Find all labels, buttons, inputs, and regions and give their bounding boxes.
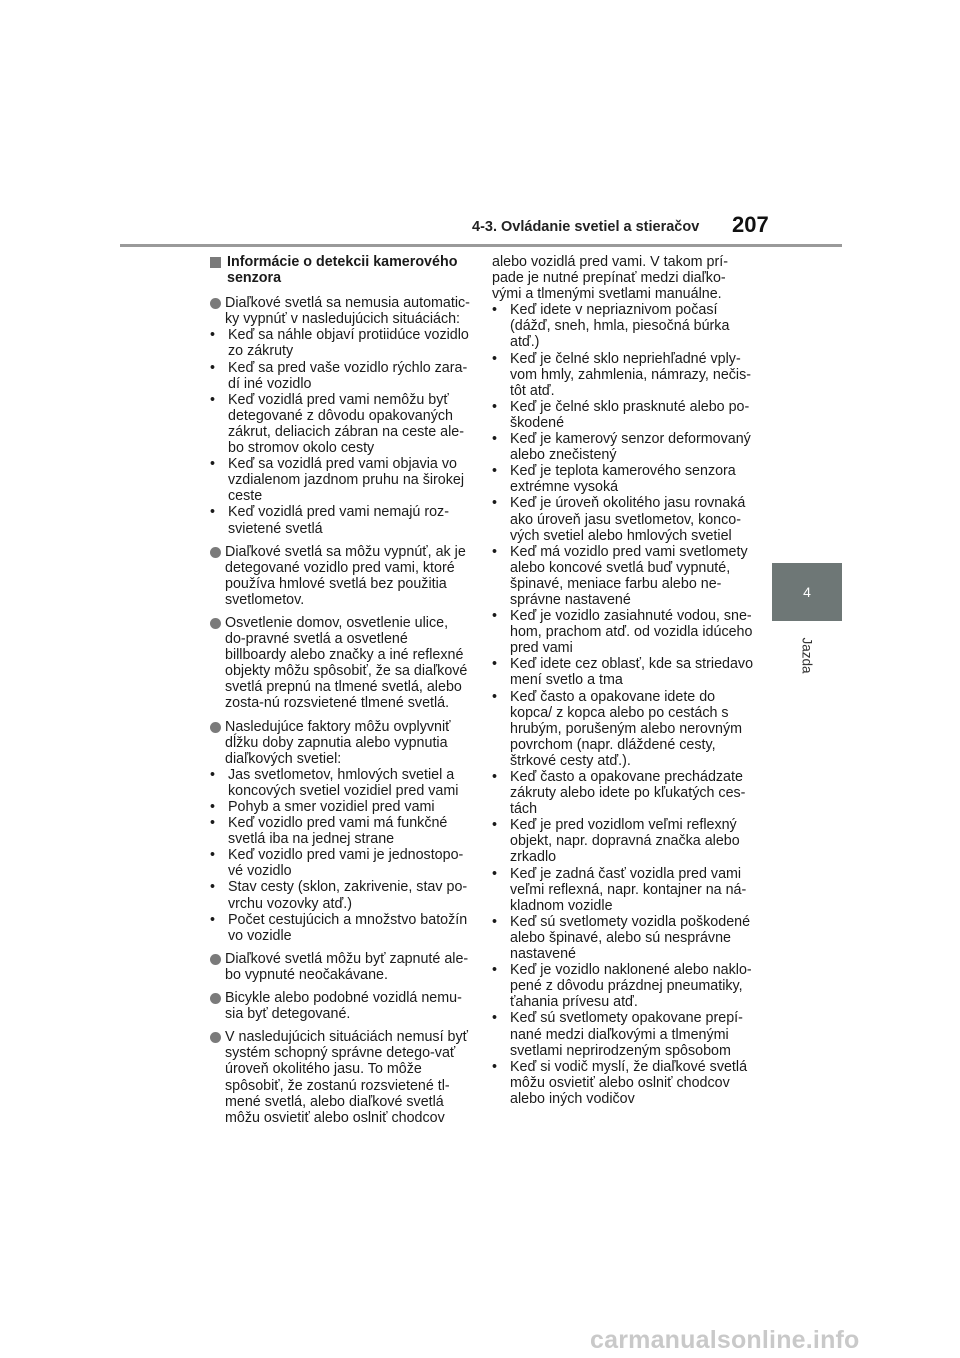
bullet-item xyxy=(492,608,754,656)
bullet-icon: • xyxy=(210,815,216,832)
bullet-icon: • xyxy=(210,847,216,864)
bullet-item xyxy=(492,866,754,914)
bullet-item-text: Keď sú svetlomety vozidla poškodené alebo špinavé, alebo sú nesprávne nastavené xyxy=(510,913,751,963)
bullet-item xyxy=(492,962,754,1010)
bullet-item-text: Keď si vodič myslí, že diaľkové svetlá môžu osvietiť alebo oslniť chodcov alebo iných vodičov xyxy=(510,1058,748,1107)
bullet-item-text: Keď vozidlá pred vami nemôžu byť detegované z dôvodu opakovaných zákrut, deliacich zábran na ceste ale-bo stromov okolo cesty xyxy=(228,391,465,457)
bullet-item-text: Keď je čelné sklo nepriehľadné vply-vom hmly, zahmlenia, námrazy, nečis-tôt atď. xyxy=(510,350,752,399)
paragraph xyxy=(210,615,472,712)
bullet-item-text: Keď má vozidlo pred vami svetlomety alebo koncové svetlá buď vypnuté, špinavé, meniace farbu alebo ne-správne nastavené xyxy=(510,543,748,608)
paragraph xyxy=(210,295,472,536)
bullet-item xyxy=(210,360,472,392)
bullet-item xyxy=(210,847,472,879)
paragraph-text: Diaľkové svetlá môžu byť zapnuté ale-bo vypnuté neočakávane. xyxy=(225,950,469,983)
bullet-icon: • xyxy=(492,543,498,560)
bullet-item-text: Keď často a opakovane prechádzate zákruty alebo idete po kľukatých ces-tách xyxy=(510,769,746,818)
bullet-item-text: Keď sa pred vaše vozidlo rýchlo zara-dí iné vozidlo xyxy=(228,359,468,392)
section-title: 4-3. Ovládanie svetiel a stieračov xyxy=(472,219,700,235)
bullet-item-text: Keď je vozidlo naklonené alebo naklo-pené z dôvodu prázdnej pneumatiky, ťahania prívesu atď. xyxy=(510,962,752,1011)
bullet-icon: • xyxy=(210,911,216,928)
bullet-icon: • xyxy=(210,879,216,896)
bullet-icon: • xyxy=(492,817,498,834)
bullet-item-text: Keď vozidlo pred vami je jednostopo-vé vozidlo xyxy=(228,847,464,880)
circle-bullet-icon xyxy=(210,954,221,965)
paragraph-text: Diaľkové svetlá sa nemusia automatic-ky vypnúť v nasledujúcich situáciách: xyxy=(225,295,470,328)
chapter-label-text: Jazda xyxy=(799,636,815,674)
paragraph xyxy=(210,719,472,944)
watermark: carmanualsonline.info xyxy=(590,1326,860,1354)
page-number: 207 xyxy=(732,212,769,237)
bullet-item xyxy=(492,1010,754,1058)
square-bullet-icon xyxy=(210,257,221,268)
bullet-icon: • xyxy=(492,962,498,979)
bullet-item-text: Stav cesty (sklon, zakrivenie, stav po-vrchu vozovky atď.) xyxy=(228,879,468,912)
bullet-list xyxy=(210,327,472,536)
bullet-item-text: Keď je pred vozidlom veľmi reflexný objekt, napr. dopravná značka alebo zrkadlo xyxy=(510,817,740,866)
bullet-list xyxy=(210,767,472,944)
bullet-item-text: Jas svetlometov, hmlových svetiel a koncových svetiel vozidiel pred vami xyxy=(228,766,459,799)
bullet-icon: • xyxy=(492,350,498,367)
bullet-item-text: Keď je vozidlo zasiahnuté vodou, sne-hom, prachom atď. od vozidla idúceho pred vami xyxy=(510,608,753,657)
bullet-icon: • xyxy=(492,1058,498,1075)
circle-bullet-icon xyxy=(210,1032,221,1043)
bullet-item-text: Keď sú svetlomety opakovane prepí-nané medzi diaľkovými a tlmenými svetlami neprirodzeným spôsobom xyxy=(510,1010,743,1059)
bullet-item-text: Keď vozidlá pred vami nemajú roz-svietené svetlá xyxy=(228,504,449,537)
bullet-icon: • xyxy=(492,913,498,930)
bullet-icon: • xyxy=(492,495,498,512)
bullet-icon: • xyxy=(210,766,216,783)
paragraph xyxy=(210,1029,472,1126)
bullet-item-text: Keď sa náhle objaví protiidúce vozidlo zo zákruty xyxy=(228,327,469,360)
chapter-tab xyxy=(772,563,842,621)
left-column xyxy=(210,254,472,1133)
bullet-item xyxy=(492,689,754,769)
circle-bullet-icon xyxy=(210,722,221,733)
paragraph-text: Diaľkové svetlá sa môžu vypnúť, ak je detegované vozidlo pred vami, ktoré používa hmlové svetlá bez použitia svetlometov. xyxy=(225,543,466,608)
bullet-icon: • xyxy=(492,769,498,785)
bullet-icon: • xyxy=(492,463,498,480)
left-paragraphs xyxy=(210,295,472,1126)
paragraph-text: Osvetlenie domov, osvetlenie ulice, do-pravné svetlá a osvetlené billboardy alebo značky a iné reflexné objekty môžu spôsobiť, že sa diaľkové svetlá prepnú na tlmené svetlá, alebo zosta-nú rozsvietené tlmené svetlá. xyxy=(225,614,468,712)
bullet-icon: • xyxy=(492,656,498,673)
right-bullet-list xyxy=(492,302,754,1107)
bullet-item xyxy=(492,463,754,495)
bullet-icon: • xyxy=(210,327,216,344)
bullet-item-text: Počet cestujúcich a množstvo batožín vo vozidle xyxy=(228,911,468,944)
bullet-item-text: Keď často a opakovane idete do kopca/ z kopca alebo po cestách s hrubým, porušeným alebo nerovným povrchom (napr. dláždené cesty, štrkové cesty atď.). xyxy=(510,688,743,769)
bullet-item xyxy=(210,456,472,504)
chapter-label xyxy=(782,630,832,680)
bullet-item-text: Keď sa vozidlá pred vami objavia vo vzdialenom jazdnom pruhu na širokej ceste xyxy=(228,456,465,505)
bullet-icon: • xyxy=(492,398,498,415)
bullet-item xyxy=(210,327,472,359)
bullet-item xyxy=(210,815,472,847)
section-heading-text: Informácie o detekcii kamerového senzora xyxy=(227,254,458,287)
paragraph-text: V nasledujúcich situáciách nemusí byť systém schopný správne detego-vať úroveň okolitého jasu. To môže spôsobiť, že zostanú rozsvietené tl-mené svetlá, alebo diaľkové svetlá môžu osvietiť alebo oslniť chodcov xyxy=(225,1029,468,1126)
circle-bullet-icon xyxy=(210,993,221,1004)
bullet-item xyxy=(492,302,754,350)
bullet-item xyxy=(492,399,754,431)
bullet-item xyxy=(492,914,754,962)
bullet-item-text: Keď je kamerový senzor deformovaný alebo znečistený xyxy=(510,431,751,464)
bullet-item xyxy=(492,656,754,688)
bullet-icon: • xyxy=(492,1010,498,1027)
paragraph-text: Nasledujúce faktory môžu ovplyvniť dĺžku doby zapnutia alebo vypnutia diaľkových svetiel: xyxy=(225,718,451,767)
paragraph-text: Bicykle alebo podobné vozidlá nemu-sia byť detegované. xyxy=(225,990,462,1023)
bullet-item-text: Keď vozidlo pred vami má funkčné svetlá iba na jednej strane xyxy=(228,815,448,848)
bullet-icon: • xyxy=(492,302,498,319)
bullet-item xyxy=(210,767,472,799)
bullet-item xyxy=(492,351,754,399)
bullet-item xyxy=(492,495,754,543)
bullet-item-text: Keď je zadná časť vozidla pred vami veľmi reflexná, napr. kontajner na ná-kladnom vozidle xyxy=(510,865,747,914)
circle-bullet-icon xyxy=(210,618,221,629)
bullet-item xyxy=(210,912,472,944)
section-heading xyxy=(210,254,472,286)
circle-bullet-icon xyxy=(210,547,221,558)
bullet-item-text: Pohyb a smer vozidiel pred vami xyxy=(228,799,435,815)
bullet-icon: • xyxy=(210,799,216,815)
bullet-icon: • xyxy=(492,688,498,705)
header-divider xyxy=(120,244,842,247)
bullet-item xyxy=(492,1059,754,1107)
bullet-item-text: Keď je úroveň okolitého jasu rovnaká ako úroveň jasu svetlometov, konco-vých svetiel alebo hmlových svetiel xyxy=(510,495,746,544)
bullet-item xyxy=(492,544,754,608)
bullet-item xyxy=(210,879,472,911)
bullet-item xyxy=(492,769,754,817)
chapter-number: 4 xyxy=(803,584,811,600)
paragraph xyxy=(210,544,472,608)
paragraph xyxy=(210,951,472,983)
circle-bullet-icon xyxy=(210,298,221,309)
bullet-icon: • xyxy=(210,504,216,521)
bullet-item xyxy=(210,392,472,456)
bullet-icon: • xyxy=(492,431,498,448)
right-column xyxy=(492,254,754,1107)
bullet-icon: • xyxy=(210,359,216,376)
bullet-item xyxy=(492,431,754,463)
paragraph xyxy=(210,990,472,1022)
bullet-icon: • xyxy=(210,456,216,473)
bullet-icon: • xyxy=(492,865,498,882)
bullet-item xyxy=(492,817,754,865)
bullet-icon: • xyxy=(492,608,498,625)
bullet-item-text: Keď idete cez oblasť, kde sa striedavo mení svetlo a tma xyxy=(510,656,754,689)
continuation-text: alebo vozidlá pred vami. V takom prí-pade je nutné prepínať medzi diaľko-vými a tlmenými svetlami manuálne. xyxy=(492,254,729,303)
bullet-item-text: Keď je čelné sklo prasknuté alebo po-škodené xyxy=(510,398,750,431)
bullet-item-text: Keď idete v nepriaznivom počasí (dážď, sneh, hmla, piesočná búrka atď.) xyxy=(510,302,730,351)
bullet-item xyxy=(210,799,472,815)
bullet-item xyxy=(210,504,472,536)
bullet-item-text: Keď je teplota kamerového senzora extrémne vysoká xyxy=(510,463,736,496)
bullet-icon: • xyxy=(210,391,216,408)
